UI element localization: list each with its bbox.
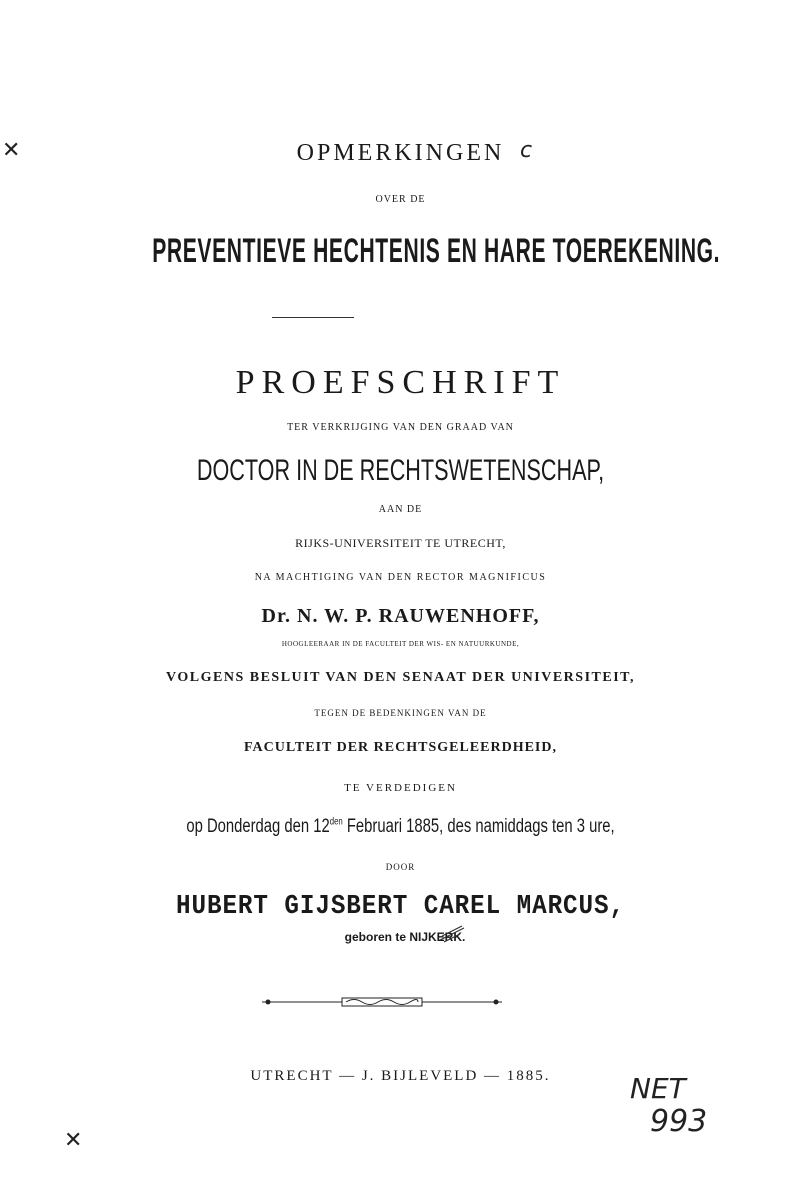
margin-cross-mark-bottom: ✕: [64, 1128, 83, 1153]
handwritten-shelfmark-2: 993: [650, 1104, 708, 1139]
author-name: HUBERT GIJSBERT CAREL MARCUS,: [175, 892, 625, 922]
text-bedenkingen: TEGEN DE BEDENKINGEN VAN DE: [314, 708, 487, 718]
text-doctor-degree: DOCTOR IN DE RECHTSWETENSCHAP,: [196, 454, 605, 487]
text-rector-name: Dr. N. W. P. RAUWENHOFF,: [261, 605, 540, 627]
text-university: RIJKS-UNIVERSITEIT TE UTRECHT,: [295, 536, 506, 550]
handwritten-letter: c: [520, 138, 533, 163]
text-door: DOOR: [385, 862, 416, 872]
defense-date-part1: op Donderdag den 12: [186, 816, 330, 837]
text-ter-verkrijging: TER VERKRIJGING VAN DEN GRAAD VAN: [287, 422, 514, 433]
text-rector-title: HOOGLEERAAR IN DE FACULTEIT DER WIS- EN NATUURKUNDE,: [281, 640, 520, 648]
margin-cross-mark: ✕: [2, 138, 21, 163]
text-defense-date: [88, 816, 713, 838]
title-main: PREVENTIEVE HECHTENIS EN HARE TOEREKENING.: [152, 232, 721, 270]
text-aan-de: AAN DE: [378, 504, 423, 515]
handwritten-shelfmark-1: NET: [630, 1072, 686, 1105]
heading-proefschrift: PROEFSCHRIFT: [235, 364, 566, 401]
author-birthplace: geboren te NIJKERK.: [344, 930, 466, 944]
divider-rule: [272, 317, 354, 318]
text-senaat: VOLGENS BESLUIT VAN DEN SENAAT DER UNIVERSITEIT,: [166, 670, 635, 685]
defense-date-part2: Februari 1885, des namiddags ten 3 ure,: [342, 816, 615, 837]
title-over-de: OVER DE: [375, 194, 426, 205]
ink-scribble: [438, 924, 468, 944]
text-faculteit: FACULTEIT DER RECHTSGELEERDHEID,: [244, 740, 557, 755]
imprint: UTRECHT — J. BIJLEVELD — 1885.: [250, 1068, 551, 1084]
text-machtiging: NA MACHTIGING VAN DEN RECTOR MAGNIFICUS: [254, 572, 547, 583]
decorative-ornament: [262, 995, 502, 1009]
text-te-verdedigen: TE VERDEDIGEN: [344, 782, 457, 794]
title-opmerkingen: OPMERKINGEN: [296, 140, 505, 166]
defense-date-superscript: den: [329, 816, 343, 828]
